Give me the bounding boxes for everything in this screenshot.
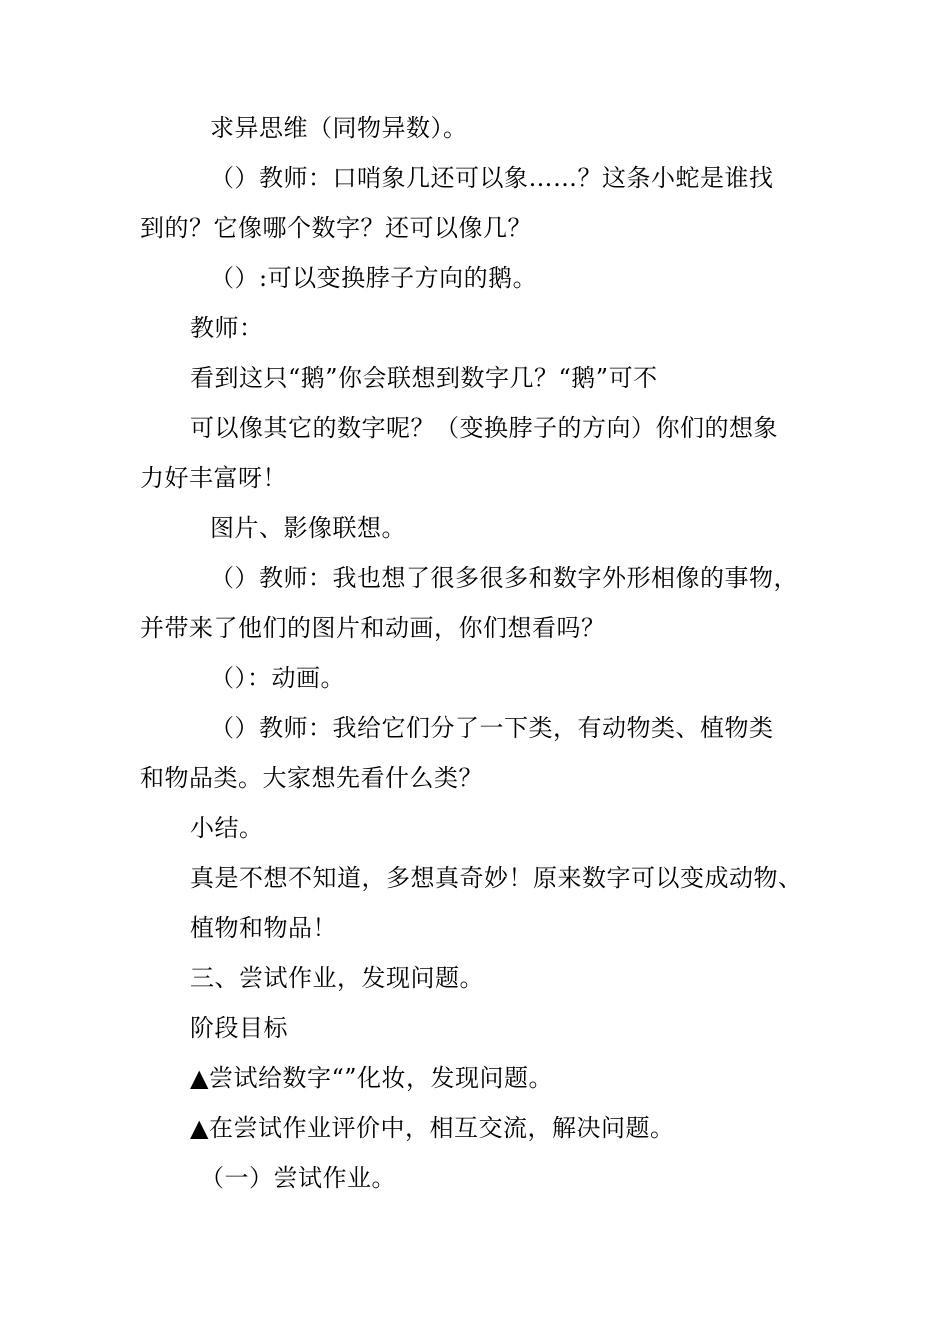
section-heading: 三、尝试作业，发现问题。 — [190, 964, 484, 992]
text-line-17: 植物和物品！ — [190, 914, 337, 942]
text-line-9: 图片、影像联想。 — [210, 514, 406, 542]
text-line-13: （）教师：我给它们分了一下类，有动物类、植物类 — [210, 714, 774, 742]
text-line-12: （）：动画。 — [210, 664, 345, 692]
goal-item-1: ▲尝试给数字“”化妆，发现问题。 — [190, 1064, 553, 1092]
text-line-5: 教师： — [190, 314, 264, 342]
text-line-8: 力好丰富呀！ — [140, 464, 287, 492]
text-line-3: 到的？它像哪个数字？还可以像几？ — [140, 214, 532, 242]
text-line-10: （）教师：我也想了很多很多和数字外形相像的事物， — [210, 564, 798, 592]
text-line-4: （）:可以变换脖子方向的鹅。 — [210, 264, 538, 292]
text-line-6: 看到这只“鹅”你会联想到数字几？“鹅”可不 — [190, 364, 658, 392]
stage-goal-label: 阶段目标 — [190, 1014, 288, 1042]
text-line-2: （）教师：口哨象几还可以象……？这条小蛇是谁找 — [210, 164, 774, 192]
text-line-7: 可以像其它的数字呢？（变换脖子的方向）你们的想象 — [190, 414, 778, 442]
goal-item-2: ▲在尝试作业评价中，相互交流，解决问题。 — [190, 1114, 675, 1142]
text-line-16: 真是不想不知道，多想真奇妙！原来数字可以变成动物、 — [190, 864, 803, 892]
text-line-15: 小结。 — [190, 814, 264, 842]
text-line-14: 和物品类。大家想先看什么类？ — [140, 764, 483, 792]
text-line-11: 并带来了他们的图片和动画，你们想看吗？ — [140, 614, 606, 642]
subsection-heading: （一）尝试作业。 — [200, 1164, 396, 1192]
text-line-1: 求异思维（同物异数）。 — [210, 114, 468, 142]
